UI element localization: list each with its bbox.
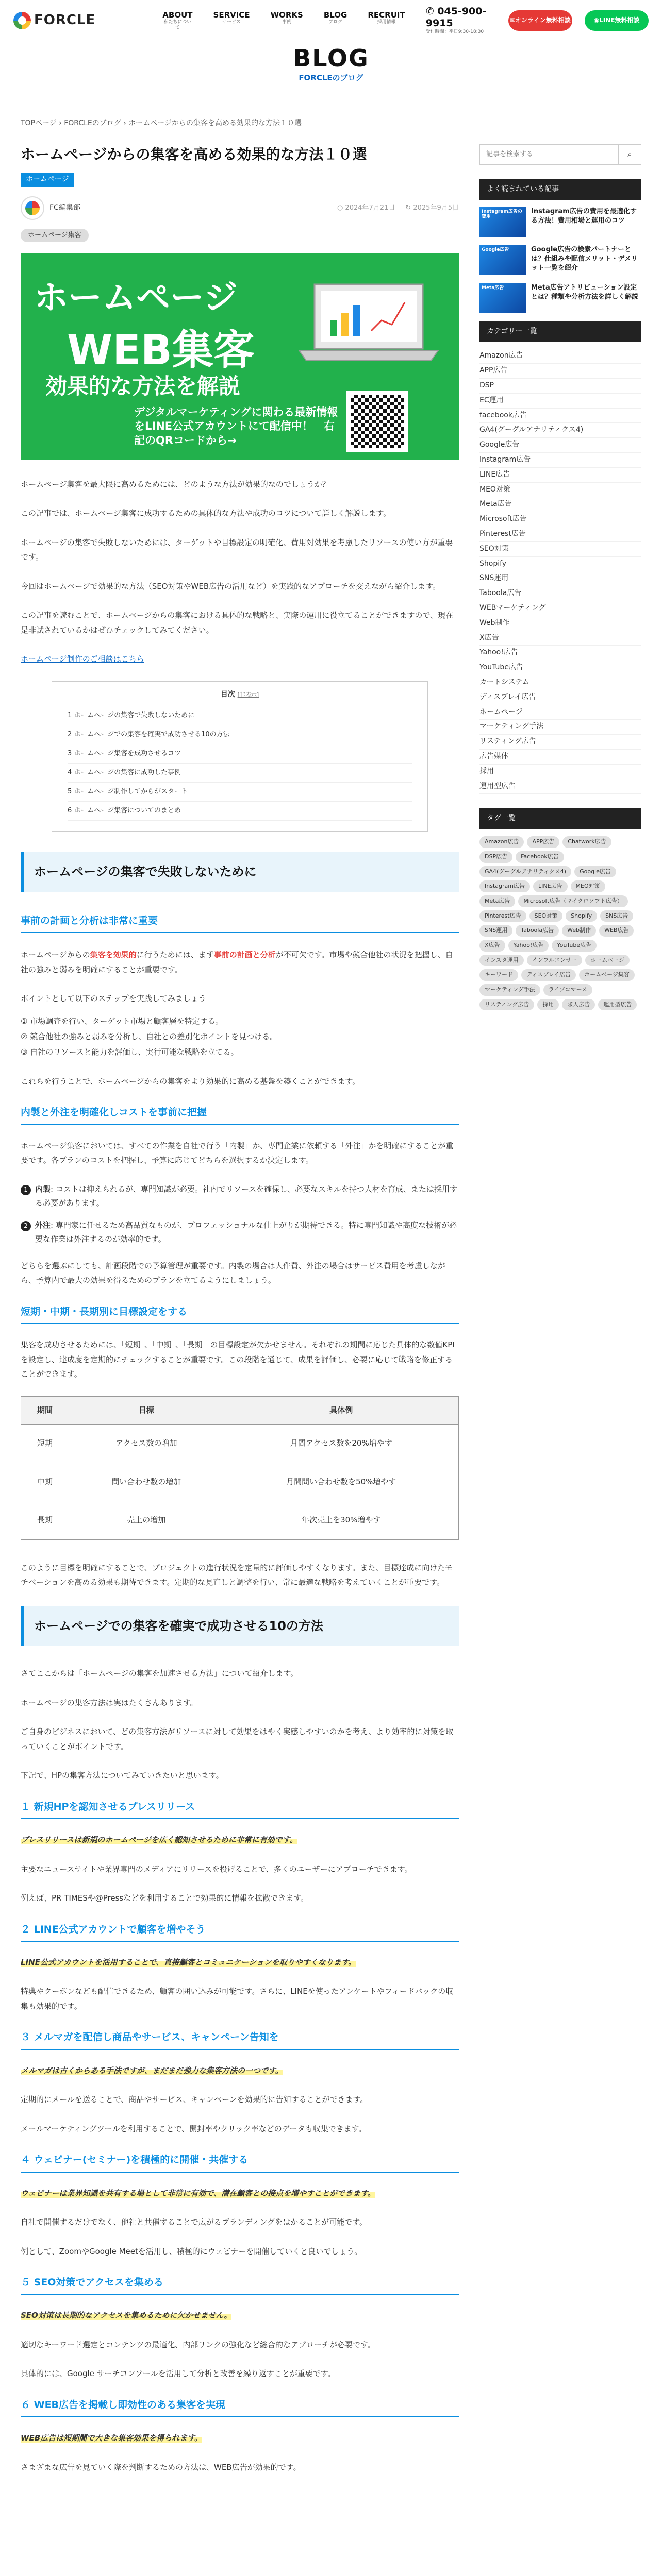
category-item[interactable]: Meta広告 [479,497,641,512]
tag-item[interactable]: ホームページ [585,955,630,967]
category-item[interactable]: ホームページ [479,705,641,720]
category-item[interactable]: 採用 [479,765,641,779]
toc-item[interactable]: 6 ホームページ集客についてのまとめ [68,802,412,821]
category-item[interactable]: Pinterest広告 [479,527,641,542]
tag-item[interactable]: SNS運用 [479,925,512,937]
tag-item[interactable]: インフルエンサー [527,955,583,967]
section-heading: ホームページの集客で失敗しないために [21,852,459,892]
tag-item[interactable]: Facebook広告 [516,851,564,863]
toc-item[interactable]: 4 ホームページの集客に成功した事例 [68,764,412,783]
tag-item[interactable]: リスティング広告 [479,999,534,1011]
article-main: ホームページからの集客を高める効果的な方法１０選 ホームページ FC編集部 ◷ 2024年7月21日 ↻ 2025年9月5日 ホームページ集客 ホームページ WEB集客 効果的な方法を解説 デジタルマーケティングに関わる最新情報をLINE公式アカウントにて配信中！ 右記のQRコードから→ ホームページ集客を最大限に高めるためには、どのような方法が効果的なのでしょうか？ この記事では、ホームページ集客に成功するための具体的な方法や成功のコツについて詳しく解説します。 ホームページの集客で失敗しないためには、ターゲットや目標設定の明確化、費用対効果を考慮したリソースの使い方が重要です。 今回はホームページで効果的な方法（SEO対策やWEB広告の活用など）を実践的なアプローチを交えながら紹介します。 この記事を読むことで、ホームページからの集客における具体的な戦略と、実際の運用に役立てることができますので、現在是非試されているかはぜひチェックしてみてください。 ホームページ制作のご相談はこちら 目次 [非表示] 1 ホームページの集客で失敗しないために 2 ホームページでの集客を確実で成功させる10の方法 3 ホームページ集客を成功させるコツ 4 ホームページの集客に成功した事例 5 ホームページ制作してからがスタート 6 ホームページ集客についてのまとめ ホームページの集客で失敗しないために 事前の計画と分析は非常に重要 ホームページからの集客を効果的に行うためには、まず事前の計画と分析が不可欠です。市場や競合他社の状況を把握し、自社の強みと弱みを明確にすることが重要です。 ポイントとして以下のステップを実践してみましょう ① 市場調査を行い、ターゲット市場と顧客層を特定する。 ② 競合他社の強みと弱みを分析し、自社との差別化ポイントを見つける。 ③ 自社のリソースと能力を評価し、実行可能な戦略を立てる。 これらを行うことで、ホームページからの集客をより効果的に高める基盤を築くことができます。 内製と外注を明確化しコストを事前に把握 ホームページ集客においては、すべての作業を自社で行う「内製」か、専門企業に依頼する「外注」かを明確にすることが重要です。各プランのコストを把握し、予算に応じてどちらを選択するか決定します。 1 内製: コストは抑えられるが、専門知識が必要。社内でリソースを確保し、必要なスキルを持つ人材を育成、または採用する必要があります。 2 外注: 専門家に任せるため高品質なものが、プロフェッショナルな仕上がりが期待できる。特に専門知識や高度な技術が必要な作業は外注するのが効率的です。 どちらを選ぶにしても、計画段階での予算管理が重要です。内製の場合は人件費、外注の場合はサービス費用を考慮しながら、予算内で最大の効果を得るためのプランを立てるようにしましょう。 短期・中期・長期別に目標設定をする 集客を成功させるためには、「短期」、「中期」、「長期」の目標設定が欠かせません。それぞれの期間に応じた具体的な数値KPIを設定し、達成度を定期的にチェックすることが重要です。この段階を通じて、成果を評価し、必要に応じて戦略を修正することができます。 期間 目標 具体例 短期 アクセス数の増加 月間アクセス数を20%増やす 中期 問い合わせ数の増加 月間問い合わせ数を50%増やす 長期 売上の増加 年次売上を30%増やす このように目標を明確にすることで、プロジェクトの進行状況を定量的に評価しやすくなります。また、目標達成に向けたモチベーションを高める効果も期待できます。定期的な見直しと調整を行い、常に最適な戦略を考えていくことが重要です。 ホームページでの集客を確実で成功させる10の方法 さてここからは「ホームページの集客を加速させる方法」について紹介します。 ホームページの集客方法は実はたくさんあります。 ご自身のビジネスにおいて、どの集客方法がリソースに対して効果をはやく実感しやすいのかを考え、より効率的に対策を取っていくことがポイントです。 下記で、HPの集客方法についてみていきたいと思います。 １ 新規HPを認知させるプレスリリース プレスリリースは新規のホームページを広く認知させるために非常に有効です。 主要なニュースサイトや業界専門のメディアにリリースを投げることで、多くのユーザーにアプローチできます。 例えば、PR TIMESや@Pressなどを利用することで効果的に情報を拡散できます。 ２ LINE公式アカウントで顧客を増やそう LINE公式アカウントを活用することで、直接顧客とコミュニケーションを取りやすくなります。 特典やクーポンなども配信できるため、顧客の囲い込みが可能です。さらに、LINEを使ったアンケートやフィードバックの収集も効果的です。 ３ メルマガを配信し商品やサービス、キャンペーン告知を メルマガは古くからある手法ですが、まだまだ強力な集客方法の一つです。 定期的にメールを送ることで、商品やサービス、キャンペーンを効果的に告知することができます。 メールマーケティングツールを利用することで、開封率やクリック率などのデータも収集できます。 ４ ウェビナー(セミナー)を積極的に開催・共催する ウェビナーは業界知識を共有する場として非常に有効で、潜在顧客との接点を増やすことができます。 自社で開催するだけでなく、他社と共催することで広がるブランディングをはかることが可能です。 例として、ZoomやGoogle Meetを活用し、積極的にウェビナーを開催していくと良いでしょう。 ５ SEO対策でアクセスを集める SEO対策は長期的なアクセスを集めるために欠かせません。 適切なキーワード選定とコンテンツの最適化、内部リンクの強化など総合的なアプローチが必要です。 具体的には、Google サーチコンソールを活用して分析と改善を繰り返すことが重要です。 ６ WEB広告を掲載し即効性のある集客を実現 WEB広告は短期間で大きな集客効果を得られます。 さまざまな広告を見ていく際を判断するための方法は、WEB広告が効果的です。 [21,144,459,2489]
category-item[interactable]: ディスプレイ広告 [479,690,641,705]
category-item[interactable]: Google広告 [479,438,641,453]
tag-item[interactable]: Meta広告 [479,895,515,907]
tag-item[interactable]: Instagram広告 [479,880,530,892]
toc-item[interactable]: 5 ホームページ制作してからがスタート [68,783,412,802]
tag-item[interactable]: Shopify [566,910,597,922]
category-list [479,349,641,794]
nav-blog[interactable]: BLOG ブログ [323,10,347,25]
article-tag[interactable]: ホームページ集客 [21,229,89,242]
section-heading: ホームページでの集客を確実で成功させる10の方法 [21,1606,459,1646]
popular-article[interactable]: Google広告 Google広告の検索パートナーとは？仕組みや配信メリット・デメリット一覧を紹介 [479,245,641,275]
category-item[interactable]: Instagram広告 [479,453,641,468]
category-item[interactable]: Web制作 [479,616,641,631]
site-logo[interactable]: FORCLE [13,9,95,31]
nav-recruit[interactable]: RECRUIT 採用情報 [368,10,405,25]
nav-works[interactable]: WORKS 事例 [270,10,303,25]
table-row: 短期 アクセス数の増加 月間アクセス数を20%増やす [21,1425,459,1463]
tag-item[interactable]: 採用 [537,999,559,1011]
method-heading: １ 新規HPを認知させるプレスリリース [21,1799,459,1819]
tag-item[interactable]: 運用型広告 [598,999,637,1011]
qr-code[interactable] [346,391,408,452]
goal-table: 期間 目標 具体例 短期 アクセス数の増加 月間アクセス数を20%増やす 中期 問い合わせ数の増加 月間問い合わせ数を50%増やす 長期 売上の増加 年次売上を30%増やす [21,1396,459,1540]
refresh-icon: ↻ [405,204,413,212]
tag-item[interactable]: Google広告 [574,866,616,878]
table-row: 長期 売上の増加 年次売上を30%増やす [21,1501,459,1540]
toc-item[interactable]: 2 ホームページでの集客を確実で成功させる10の方法 [68,725,412,744]
search-box [479,144,641,165]
global-nav [162,10,405,31]
category-item[interactable]: APP広告 [479,364,641,379]
numbered-list: 1 内製: コストは抑えられるが、専門知識が必要。社内でリソースを確保し、必要なスキルを持つ人材を育成、または採用する必要があります。 2 外注: 専門家に任せるため高品質なものが、プロフェッショナルな仕上がりが期待できる。特に専門知識や高度な技術が必要な作業は外注するのが効率的です。 [21,1182,459,1246]
tag-item[interactable]: ディスプレイ広告 [521,969,576,981]
search-input[interactable] [480,145,618,164]
tag-item[interactable]: YouTube広告 [552,940,597,952]
author: FC編集部 [21,196,80,220]
tag-item[interactable]: Chatwork広告 [562,836,611,848]
method-heading: ６ WEB広告を掲載し即効性のある集客を実現 [21,2397,459,2417]
online-consult-button[interactable]: ✉ オンライン無料相談 [508,10,572,31]
category-item[interactable]: SNS運用 [479,571,641,586]
search-button[interactable] [618,145,641,164]
line-icon: ◉ [593,16,600,24]
article-dates [337,202,459,214]
point-list: ① 市場調査を行い、ターゲット市場と顧客層を特定する。 ② 競合他社の強みと弱みを分析し、自社との差別化ポイントを見つける。 ③ 自社のリソースと能力を評価し、実行可能な戦略を立てる。 [21,1016,278,1057]
category-badge[interactable]: ホームページ [21,173,74,187]
sidebar [479,144,641,2489]
published-date: ◷ 2024年7月21日 [337,204,395,212]
category-item[interactable]: facebook広告 [479,409,641,423]
category-item[interactable]: YouTube広告 [479,660,641,675]
article-title: ホームページからの集客を高める効果的な方法１０選 [21,145,367,163]
line-consult-button[interactable]: ◉ LINE無料相談 [585,10,649,31]
tag-item[interactable]: WEB広告 [599,925,634,937]
category-item[interactable]: 広告媒体 [479,750,641,765]
toc-item[interactable]: 3 ホームページ集客を成功させるコツ [68,744,412,764]
tag-item[interactable]: ホームページ集客 [579,969,635,981]
blog-heading [0,41,662,97]
method-heading: ２ LINE公式アカウントで顧客を増やそう [21,1921,459,1942]
blog-subtitle: FORCLEのブログ [299,73,363,82]
nav-service[interactable]: SERVICE サービス [213,10,250,25]
category-item[interactable]: WEBマーケティング [479,601,641,616]
avatar [21,196,44,220]
category-item[interactable]: MEO対策 [479,483,641,498]
tag-item[interactable]: 求人広告 [562,999,595,1011]
category-item[interactable]: Yahoo!広告 [479,646,641,660]
consult-link[interactable]: ホームページ制作のご相談はこちら [21,654,144,664]
category-item[interactable]: Shopify [479,557,641,572]
tag-item[interactable]: SNS広告 [600,910,633,922]
category-item[interactable]: カートシステム [479,675,641,690]
tag-item[interactable]: LINE広告 [533,880,568,892]
subsection-heading: 事前の計画と分析は非常に重要 [21,912,459,933]
site-header [0,0,662,41]
laptop-illustration [294,279,443,367]
toc-item[interactable]: 1 ホームページの集客で失敗しないために [68,706,412,725]
category-item[interactable]: EC運用 [479,394,641,409]
category-item[interactable]: 運用型広告 [479,779,641,794]
category-item[interactable]: DSP [479,379,641,394]
category-item[interactable]: Microsoft広告 [479,512,641,527]
blog-title: BLOG [293,44,369,72]
tel-block[interactable] [426,6,494,35]
category-item[interactable]: マーケティング手法 [479,720,641,735]
tag-item[interactable]: マーケティング手法 [479,984,540,996]
method-heading: ５ SEO対策でアクセスを集める [21,2274,459,2295]
tag-item[interactable]: Pinterest広告 [479,910,526,922]
tag-item[interactable]: APP広告 [527,836,559,848]
tag-item[interactable]: インスタ運用 [479,955,524,967]
hero-image: ホームページ WEB集客 効果的な方法を解説 デジタルマーケティングに関わる最新情報をLINE公式アカウントにて配信中！ 右記のQRコードから→ [21,253,459,460]
phone-icon: ✆ [425,6,438,18]
article-meta [21,196,459,220]
tag-heading: タグ一覧 [479,808,641,829]
tag-item[interactable]: SEO対策 [529,910,563,922]
category-item[interactable]: X広告 [479,631,641,646]
tag-item[interactable]: Microsoft広告（マイクロソフト広告） [518,895,628,907]
table-of-contents: 目次 [非表示] 1 ホームページの集客で失敗しないために 2 ホームページでの集客を確実で成功させる10の方法 3 ホームページ集客を成功させるコツ 4 ホームページの集客に成功した事例 5 ホームページ制作してからがスタート 6 ホームページ集客についてのまとめ [52,681,428,832]
method-heading: ４ ウェビナー(セミナー)を積極的に開催・共催する [21,2151,459,2172]
category-item[interactable]: リスティング広告 [479,735,641,750]
category-item[interactable]: LINE広告 [479,468,641,483]
tag-item[interactable]: Yahoo!広告 [508,940,549,952]
subsection-heading: 内製と外注を明確化しコストを事前に把握 [21,1104,459,1125]
business-hours: 受付時間：平日9:30-18:30 [425,29,484,35]
category-item[interactable]: SEO対策 [479,542,641,557]
toc-toggle[interactable]: [非表示] [237,691,259,698]
popular-article[interactable]: Instagram広告の費用 Instagram広告の費用を最適化する方法！費用相場と運用のコツ [479,207,641,237]
tag-item[interactable]: MEO対策 [571,880,605,892]
logo-icon [13,12,31,29]
tag-item[interactable]: DSP広告 [479,851,512,863]
popular-heading: よく読まれている記事 [479,179,641,200]
nav-about[interactable]: ABOUT 私たちについて [162,10,193,30]
tag-item[interactable]: GA4(グーグルアナリティクス4) [479,866,571,878]
mail-icon: ✉ [510,16,516,24]
updated-date: ↻ 2025年9月5日 [405,204,459,212]
subsection-heading: 短期・中期・長期別に目標設定をする [21,1303,459,1324]
tag-item[interactable]: Amazon広告 [479,836,524,848]
search-icon: ⌕ [627,149,632,159]
tag-list [479,836,641,1010]
category-item[interactable]: Amazon広告 [479,349,641,364]
clock-icon: ◷ [337,204,345,212]
category-item[interactable]: Taboola広告 [479,586,641,601]
method-heading: ３ メルマガを配信し商品やサービス、キャンペーン告知を [21,2029,459,2049]
tag-item[interactable]: Web制作 [562,925,596,937]
phone-number: ✆ 045-900-9915 [425,6,487,29]
table-row: 中期 問い合わせ数の増加 月間問い合わせ数を50%増やす [21,1463,459,1501]
popular-article[interactable]: Meta広告 Meta広告アトリビューション設定とは？種類や分析方法を詳しく解説 [479,283,641,313]
breadcrumb[interactable]: TOPページ › FORCLEのブログ › ホームページからの集客を高める効果的な方法１０選 [21,119,302,128]
tag-item[interactable]: キーワード [479,969,518,981]
category-item[interactable]: GA4(グーグルアナリティクス4) [479,423,641,438]
category-heading: カテゴリー一覧 [479,321,641,342]
tag-item[interactable]: X広告 [479,940,505,952]
tag-item[interactable]: Taboola広告 [516,925,559,937]
tag-item[interactable]: ライブコマース [543,984,592,996]
